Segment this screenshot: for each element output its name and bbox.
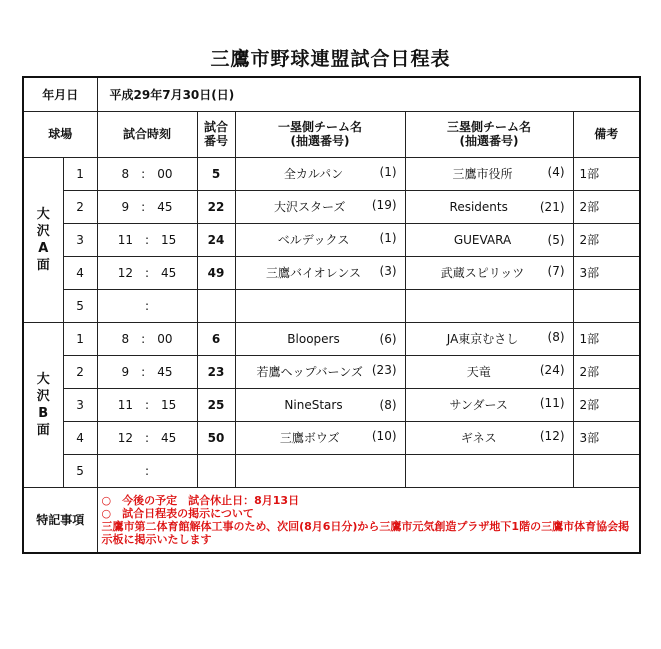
home-team-name: NineStars bbox=[284, 397, 343, 412]
away-lottery-number: (7) bbox=[547, 264, 565, 278]
away-team-wrap bbox=[406, 396, 573, 413]
time-wrap bbox=[98, 332, 197, 346]
header-away bbox=[405, 111, 573, 157]
away-team-name: ギネス bbox=[460, 431, 497, 445]
home-lottery-number: (1) bbox=[379, 231, 397, 245]
special-notes-row bbox=[23, 487, 640, 553]
away-team-name: サンダース bbox=[449, 398, 508, 412]
header-match-no bbox=[197, 111, 235, 157]
time-wrap bbox=[98, 167, 197, 181]
home-team bbox=[235, 289, 405, 322]
home-team-wrap bbox=[236, 264, 405, 281]
away-team-wrap bbox=[406, 200, 573, 214]
time-sep: : bbox=[144, 430, 150, 445]
time-min: 15 bbox=[161, 397, 177, 412]
special-note-1: ○ 今後の予定 試合休止日：8月13日 bbox=[101, 493, 300, 507]
schedule-row bbox=[23, 388, 640, 421]
home-team-name: 全カルパン bbox=[283, 167, 344, 181]
header-match-no-2: 番号 bbox=[204, 134, 229, 148]
home-team bbox=[235, 223, 405, 256]
home-lottery-number: (19) bbox=[371, 198, 397, 212]
match-number: 24 bbox=[197, 223, 235, 256]
home-team bbox=[235, 157, 405, 190]
division-note: 1部 bbox=[573, 157, 640, 190]
field-name-text: 大沢B面 bbox=[36, 371, 50, 438]
home-team bbox=[235, 388, 405, 421]
match-time bbox=[97, 322, 197, 355]
slot-number: 1 bbox=[63, 322, 97, 355]
match-time bbox=[97, 157, 197, 190]
home-lottery-number: (23) bbox=[371, 363, 397, 377]
home-lottery-number: (3) bbox=[379, 264, 397, 278]
slot-number: 3 bbox=[63, 388, 97, 421]
time-hour: 9 bbox=[121, 364, 130, 379]
home-team bbox=[235, 190, 405, 223]
time-sep: : bbox=[141, 331, 146, 346]
header-row bbox=[23, 111, 640, 157]
time-hour: 11 bbox=[117, 397, 133, 412]
time-wrap bbox=[98, 233, 197, 247]
away-lottery-number: (24) bbox=[539, 363, 565, 377]
header-match-no-1: 試合 bbox=[204, 120, 229, 134]
field-name-text: 大沢A面 bbox=[36, 206, 50, 273]
match-time bbox=[97, 289, 197, 322]
date-value-text: 平成29年7月30日(日) bbox=[109, 87, 235, 102]
home-team bbox=[235, 355, 405, 388]
time-hour: 12 bbox=[117, 265, 133, 280]
time-min: 45 bbox=[157, 199, 173, 214]
match-time bbox=[97, 190, 197, 223]
time-sep: : bbox=[144, 397, 150, 412]
away-team bbox=[405, 355, 573, 388]
time-hour: 8 bbox=[121, 331, 130, 346]
away-lottery-number: (11) bbox=[539, 396, 565, 410]
match-time bbox=[97, 223, 197, 256]
away-lottery-number: (8) bbox=[547, 330, 565, 344]
slot-number: 3 bbox=[63, 223, 97, 256]
away-team-wrap bbox=[406, 429, 573, 446]
home-team-wrap bbox=[236, 398, 405, 412]
match-number bbox=[197, 289, 235, 322]
slot-number: 5 bbox=[63, 454, 97, 487]
home-team-name: 大沢スターズ bbox=[273, 200, 346, 214]
division-note: 2部 bbox=[573, 388, 640, 421]
home-team bbox=[235, 322, 405, 355]
schedule-row bbox=[23, 454, 640, 487]
time-sep: : bbox=[141, 364, 146, 379]
away-team-name: JA東京むさし bbox=[446, 332, 519, 346]
schedule-table bbox=[22, 76, 641, 554]
special-label: 特記事項 bbox=[23, 487, 97, 553]
division-note bbox=[573, 289, 640, 322]
schedule-row bbox=[23, 256, 640, 289]
away-lottery-number: (12) bbox=[539, 429, 565, 443]
away-team bbox=[405, 454, 573, 487]
header-home-1: 一塁側チーム名 bbox=[278, 120, 363, 134]
slot-number: 2 bbox=[63, 355, 97, 388]
time-sep: : bbox=[144, 298, 150, 313]
division-note bbox=[573, 454, 640, 487]
date-row bbox=[23, 77, 640, 111]
home-team-wrap bbox=[236, 231, 405, 248]
division-note: 3部 bbox=[573, 421, 640, 454]
match-time bbox=[97, 454, 197, 487]
schedule-row bbox=[23, 223, 640, 256]
home-team bbox=[235, 421, 405, 454]
home-team-name: Bloopers bbox=[287, 331, 340, 346]
away-team bbox=[405, 388, 573, 421]
match-number: 49 bbox=[197, 256, 235, 289]
time-min: 45 bbox=[161, 265, 177, 280]
home-lottery-number: (1) bbox=[379, 165, 397, 179]
match-number: 6 bbox=[197, 322, 235, 355]
special-note-2: ○ 試合日程表の掲示について bbox=[101, 506, 254, 520]
header-home-2: (抽選番号) bbox=[290, 134, 350, 148]
away-team bbox=[405, 256, 573, 289]
away-team-wrap bbox=[406, 165, 573, 182]
division-note: 1部 bbox=[573, 322, 640, 355]
time-wrap bbox=[98, 431, 197, 445]
time-hour: 9 bbox=[121, 199, 130, 214]
home-team-name: 若鷹ヘップバーンズ bbox=[256, 365, 363, 379]
header-away-1: 三塁側チーム名 bbox=[447, 120, 532, 134]
time-hour: 12 bbox=[117, 430, 133, 445]
time-wrap bbox=[98, 464, 197, 478]
field-name bbox=[23, 322, 63, 487]
away-team-name: GUEVARA bbox=[453, 232, 512, 247]
time-min: 45 bbox=[161, 430, 177, 445]
match-number: 25 bbox=[197, 388, 235, 421]
away-team bbox=[405, 421, 573, 454]
time-wrap bbox=[98, 398, 197, 412]
special-note-3: 三鷹市第二体育館解体工事のため、次回(8月6日分)から三鷹市元気創造プラザ地下1階の三鷹市体育協会掲示板に掲示いたします bbox=[101, 519, 630, 546]
away-team bbox=[405, 157, 573, 190]
time-wrap bbox=[98, 200, 197, 214]
header-notes: 備考 bbox=[573, 111, 640, 157]
slot-number: 4 bbox=[63, 421, 97, 454]
match-number: 22 bbox=[197, 190, 235, 223]
match-number: 50 bbox=[197, 421, 235, 454]
date-value bbox=[97, 77, 640, 111]
date-label: 年月日 bbox=[23, 77, 97, 111]
header-home bbox=[235, 111, 405, 157]
match-number: 5 bbox=[197, 157, 235, 190]
home-team bbox=[235, 454, 405, 487]
time-wrap bbox=[98, 299, 197, 313]
page-title: 三鷹市野球連盟試合日程表 bbox=[210, 48, 451, 70]
home-lottery-number: (8) bbox=[379, 397, 397, 412]
slot-number: 1 bbox=[63, 157, 97, 190]
home-team-wrap bbox=[236, 165, 405, 182]
away-team bbox=[405, 223, 573, 256]
division-note: 2部 bbox=[573, 223, 640, 256]
away-team-wrap bbox=[406, 233, 573, 247]
header-time: 試合時刻 bbox=[97, 111, 197, 157]
home-team-name: 三鷹ボウズ bbox=[279, 431, 340, 445]
match-time bbox=[97, 256, 197, 289]
time-min: 00 bbox=[157, 331, 173, 346]
time-wrap bbox=[98, 365, 197, 379]
home-team-wrap bbox=[236, 363, 405, 380]
special-notes bbox=[97, 487, 640, 553]
time-sep: : bbox=[141, 166, 146, 181]
header-field: 球場 bbox=[23, 111, 97, 157]
home-lottery-number: (6) bbox=[379, 331, 397, 346]
away-team-name: 武蔵スピリッツ bbox=[440, 266, 525, 280]
match-time bbox=[97, 355, 197, 388]
slot-number: 5 bbox=[63, 289, 97, 322]
away-team bbox=[405, 289, 573, 322]
away-lottery-number: (21) bbox=[539, 199, 565, 214]
time-min: 00 bbox=[157, 166, 173, 181]
schedule-row bbox=[23, 157, 640, 190]
away-team-wrap bbox=[406, 363, 573, 380]
time-min: 45 bbox=[157, 364, 173, 379]
away-team bbox=[405, 190, 573, 223]
away-team-wrap bbox=[406, 330, 573, 347]
slot-number: 2 bbox=[63, 190, 97, 223]
match-number bbox=[197, 454, 235, 487]
match-number: 23 bbox=[197, 355, 235, 388]
away-team-name: Residents bbox=[449, 199, 508, 214]
time-hour: 11 bbox=[117, 232, 133, 247]
division-note: 2部 bbox=[573, 190, 640, 223]
home-team-name: 三鷹バイオレンス bbox=[266, 266, 361, 280]
header-away-2: (抽選番号) bbox=[459, 134, 519, 148]
schedule-row bbox=[23, 421, 640, 454]
schedule-row bbox=[23, 322, 640, 355]
time-hour: 8 bbox=[121, 166, 130, 181]
match-time bbox=[97, 421, 197, 454]
home-team bbox=[235, 256, 405, 289]
time-sep: : bbox=[141, 199, 146, 214]
home-lottery-number: (10) bbox=[371, 429, 397, 443]
home-team-name: ベルデックス bbox=[277, 233, 350, 247]
away-team-wrap bbox=[406, 264, 573, 281]
home-team-wrap bbox=[236, 332, 405, 346]
time-sep: : bbox=[144, 232, 150, 247]
slot-number: 4 bbox=[63, 256, 97, 289]
schedule-row bbox=[23, 355, 640, 388]
home-team-wrap bbox=[236, 429, 405, 446]
away-lottery-number: (4) bbox=[547, 165, 565, 179]
home-team-wrap bbox=[236, 198, 405, 215]
match-time bbox=[97, 388, 197, 421]
away-lottery-number: (5) bbox=[547, 232, 565, 247]
away-team bbox=[405, 322, 573, 355]
time-wrap bbox=[98, 266, 197, 280]
away-team-name: 三鷹市役所 bbox=[452, 167, 513, 181]
field-name bbox=[23, 157, 63, 322]
division-note: 3部 bbox=[573, 256, 640, 289]
time-sep: : bbox=[144, 463, 150, 478]
schedule-row bbox=[23, 289, 640, 322]
time-min: 15 bbox=[161, 232, 177, 247]
away-team-name: 天竜 bbox=[466, 365, 491, 379]
division-note: 2部 bbox=[573, 355, 640, 388]
time-sep: : bbox=[144, 265, 150, 280]
schedule-row bbox=[23, 190, 640, 223]
